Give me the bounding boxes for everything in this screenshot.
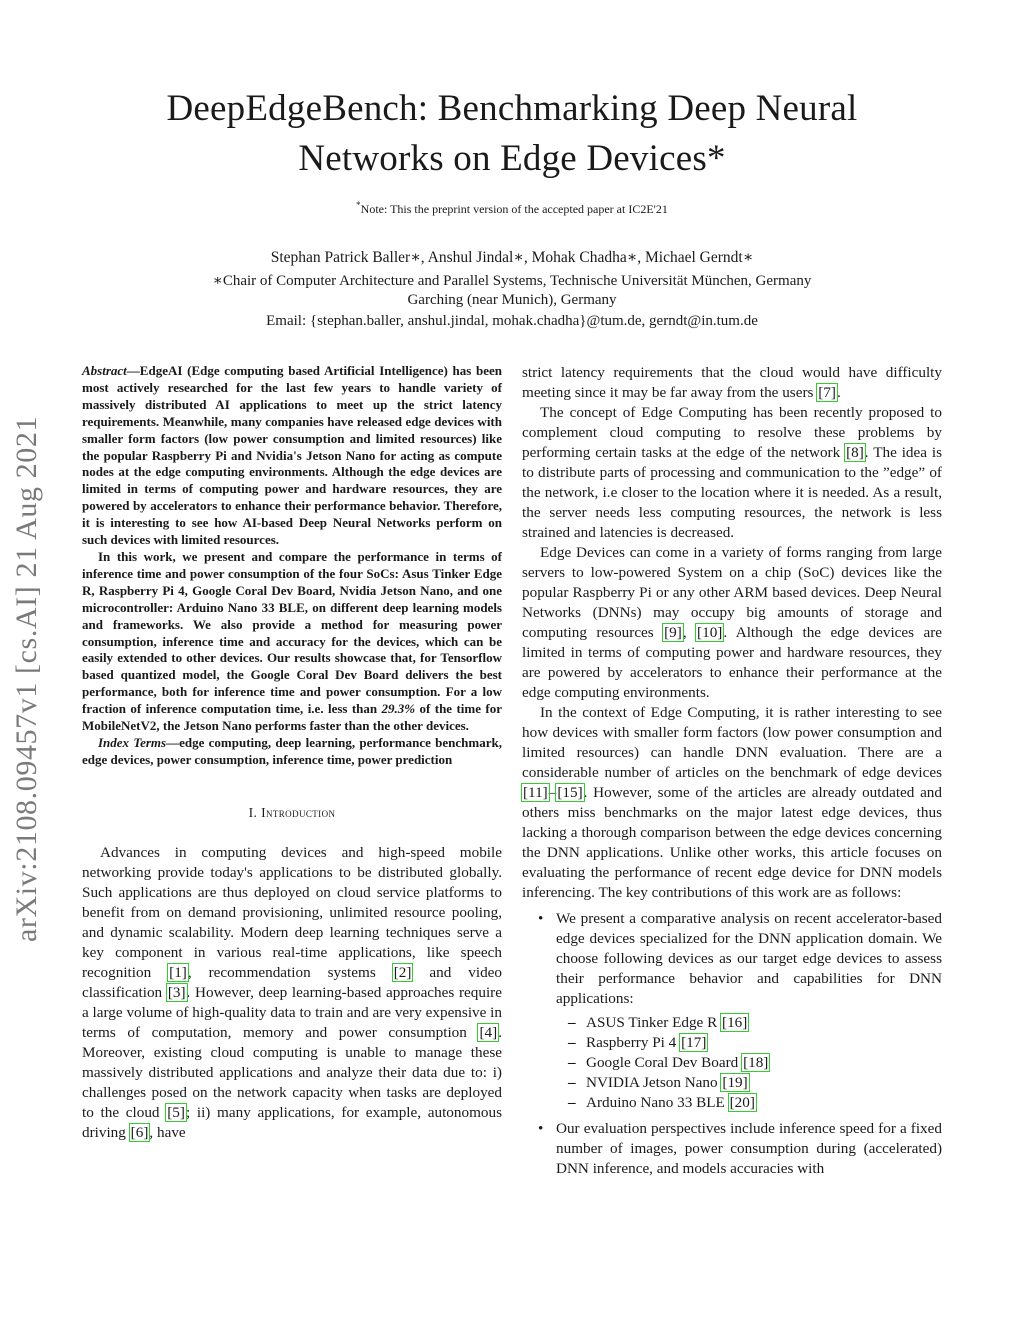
title-line-2: Networks on Edge Devices*: [298, 138, 726, 179]
abstract-paragraph-2: [82, 549, 502, 735]
intro-paragraph-1-continued: strict latency requirements that the cloud would have difficulty meeting since it may be far away from the users [7].: [522, 364, 942, 401]
section-title: Introduction: [261, 804, 336, 820]
citation-link[interactable]: [6]: [130, 1123, 149, 1141]
section-heading-introduction: [82, 805, 502, 821]
affiliation-line-1: ∗Chair of Computer Architecture and Parallel Systems, Technische Universität München, Germany: [212, 273, 812, 289]
abstract-paragraph-1: Abstract—EdgeAI (Edge computing based Artificial Intelligence) has been most actively researched for the last few years to handle variety of massively distributed AI applications to meet up the strict latency requirements. Meanwhile, many companies have released edge devices with smaller form factors (low power consumption and limited resources) like the popular Raspberry Pi and Nvidia's Jetson Nano for acting as compute nodes at the edge computing environments. Although the edge devices are limited in terms of computing power and hardware resources, they are powered by accelerators to enhance their performance behavior. Therefore, it is interesting to see how AI-based Deep Neural Networks perform on such devices with limited resources.: [82, 363, 502, 548]
citation-link[interactable]: [11]: [523, 784, 548, 801]
citation-link[interactable]: [19]: [722, 1074, 748, 1091]
citation-link[interactable]: [4]: [479, 1023, 498, 1041]
arxiv-identifier-stamp: arXiv:2108.09457v1 [cs.AI] 21 Aug 2021: [10, 415, 43, 942]
affiliation-line-2: Garching (near Munich), Germany: [407, 292, 617, 308]
author-email: Email: {stephan.baller, anshul.jindal, mohak.chadha}@tum.de, gerndt@in.tum.de: [266, 313, 758, 329]
citation-link[interactable]: [8]: [846, 444, 864, 461]
contribution-1-text: We present a comparative analysis on recent accelerator-based edge devices specialized for the DNN application domain. We choose following devices as our target edge devices to assess their performance behavior and capabilities for DNN applications:: [556, 910, 942, 1007]
contribution-2-text: Our evaluation perspectives include inference speed for a fixed number of images, power consumption during (accelerated) DNN inference, and models accuracies with: [556, 1120, 942, 1177]
citation-link[interactable]: [15]: [557, 784, 583, 801]
citation-link[interactable]: [18]: [743, 1054, 769, 1071]
index-terms-text: edge computing, deep learning, performance benchmark, edge devices, power consumption, inference time, power prediction: [82, 734, 502, 767]
paper-title: [60, 84, 964, 184]
intro-paragraph-2: The concept of Edge Computing has been recently proposed to complement cloud computing to resolve these problems by performing certain tasks at the edge of the network [8]. The idea is to distribute parts of processing and communication to the ”edge” of the network, i.e closer to the location where it is needed. As a result, the server needs less computing resources, the network is less strained and latencies is decreased.: [522, 404, 942, 541]
citation-link[interactable]: [17]: [681, 1034, 707, 1051]
list-item: – Google Coral Dev Board [18]: [556, 1053, 942, 1073]
intro-paragraph-4: In the context of Edge Computing, it is rather interesting to see how devices with smaller form factors (low power consumption and limited resources) can handle DNN evaluation. There are a considerable number of articles on the benchmark of edge devices [11]–[15]. However, some of the articles are already outdated and others miss benchmarks on the major latest edge devices, thus lacking a thorough comparison between the edge devices concerning the DNN applications. Unlike other works, this article focuses on evaluating the performance of recent edge device for DNN models inferencing. The key contributions of this work are as follows:: [522, 704, 942, 901]
abstract-body-1: EdgeAI (Edge computing based Artificial Intelligence) has been most actively researched for the last few years to handle variety of massively distributed AI applications to meet up the strict latency requirements. Meanwhile, many companies have released edge devices with smaller form factors (low power consumption and limited resources) like the popular Raspberry Pi and Nvidia's Jetson Nano for acting as compute nodes at the edge computing environments. Although the edge devices are limited in terms of computing power and hardware resources, they are powered by accelerators to enhance their performance behavior. Therefore, it is interesting to see how AI-based Deep Neural Networks perform on such devices with limited resources.: [82, 363, 502, 548]
citation-link[interactable]: [20]: [729, 1094, 755, 1111]
list-item: – ASUS Tinker Edge R [16]: [556, 1013, 942, 1033]
intro-paragraph-3: Edge Devices can come in a variety of forms ranging from large servers to low-powered System on a chip (SoC) devices like the popular Raspberry Pi or any other ARM based devices. Deep Neural Networks (DNNs) may occupy big amounts of storage and computing resources [9], [10]. Although the edge devices are limited in terms of computing power and hardware resources, they are powered by accelerators to enhance their performance at the edge computing environments.: [522, 544, 943, 701]
abstract-percentage: 29.3%: [381, 701, 416, 717]
list-item: – Raspberry Pi 4 [17]: [556, 1033, 942, 1053]
left-column: [82, 363, 502, 1143]
list-item: [522, 909, 942, 1113]
list-item: – Arduino Nano 33 BLE [20]: [556, 1093, 942, 1113]
author-list: Stephan Patrick Baller∗, Anshul Jindal∗, Mohak Chadha∗, Michael Gerndt∗: [270, 249, 754, 266]
abstract-body-2a: In this work, we present and compare the performance in terms of inference time and power consumption of the four SoCs: Asus Tinker Edge R, Raspberry Pi 4, Google Coral Dev Board, Nvidia Jetson Nano, and one microcontroller: Arduino Nano 33 BLE, on different deep learning models and frameworks. We also provide a method for measuring power consumption, inference time and accuracy for the devices, which can be easily extended to other devices. Our results showcase that, for Tensorflow based quantized model, the Google Coral Dev Board delivers the best performance, both for inference time and power consumption. For a low fraction of inference computation time, i.e. less than: [82, 548, 502, 717]
citation-link[interactable]: [3]: [167, 983, 186, 1001]
citation-link[interactable]: [5]: [167, 1103, 185, 1121]
citation-link[interactable]: [2]: [393, 963, 412, 981]
citation-link[interactable]: [9]: [664, 624, 682, 641]
citation-link[interactable]: [1]: [169, 963, 187, 981]
right-column: [522, 363, 942, 1183]
section-numeral: I.: [248, 804, 258, 820]
list-item: – NVIDIA Jetson Nano [19]: [556, 1073, 942, 1093]
citation-link[interactable]: [7]: [818, 384, 836, 401]
intro-paragraph-1: Advances in computing devices and high-speed mobile networking provide today's applications to be distributed globally. Such applications are thus deployed on cloud service platforms to benefit from on demand provisioning, unlimited resource pooling, and dynamic scalability. Modern deep learning techniques serve a key component in various real-time applications, like speech recognition [1], recommendation systems [2] and video classification [3]. However, deep learning-based approaches require a large volume of high-quality data to train and are very expensive in terms of computation, memory and power consumption [4]. Moreover, existing cloud computing is unable to manage these massively distributed applications and analyze their data due to: i) challenges posed on the network capacity when tasks are deployed to the cloud [5]; ii) many applications, for example, autonomous driving [6], have: [82, 843, 503, 1141]
device-list: [556, 1013, 942, 1113]
preprint-note: [60, 200, 964, 217]
index-terms-label: Index Terms: [98, 734, 167, 750]
index-terms: Index Terms—edge computing, deep learning, performance benchmark, edge devices, power consumption, inference time, power prediction: [82, 734, 502, 767]
list-item: [522, 1119, 942, 1179]
abstract-label: Abstract: [82, 363, 127, 378]
citation-link[interactable]: [16]: [722, 1014, 748, 1031]
note-mark: *: [356, 200, 361, 210]
contributions-list: [522, 909, 942, 1179]
abstract-body-2b: of the time for MobileNetV2, the Jetson Nano performs faster than the other devices.: [82, 701, 502, 734]
citation-link[interactable]: [10]: [697, 624, 723, 641]
title-line-1: DeepEdgeBench: Benchmarking Deep Neural: [166, 88, 858, 129]
note-text: Note: This the preprint version of the accepted paper at IC2E'21: [360, 202, 668, 216]
